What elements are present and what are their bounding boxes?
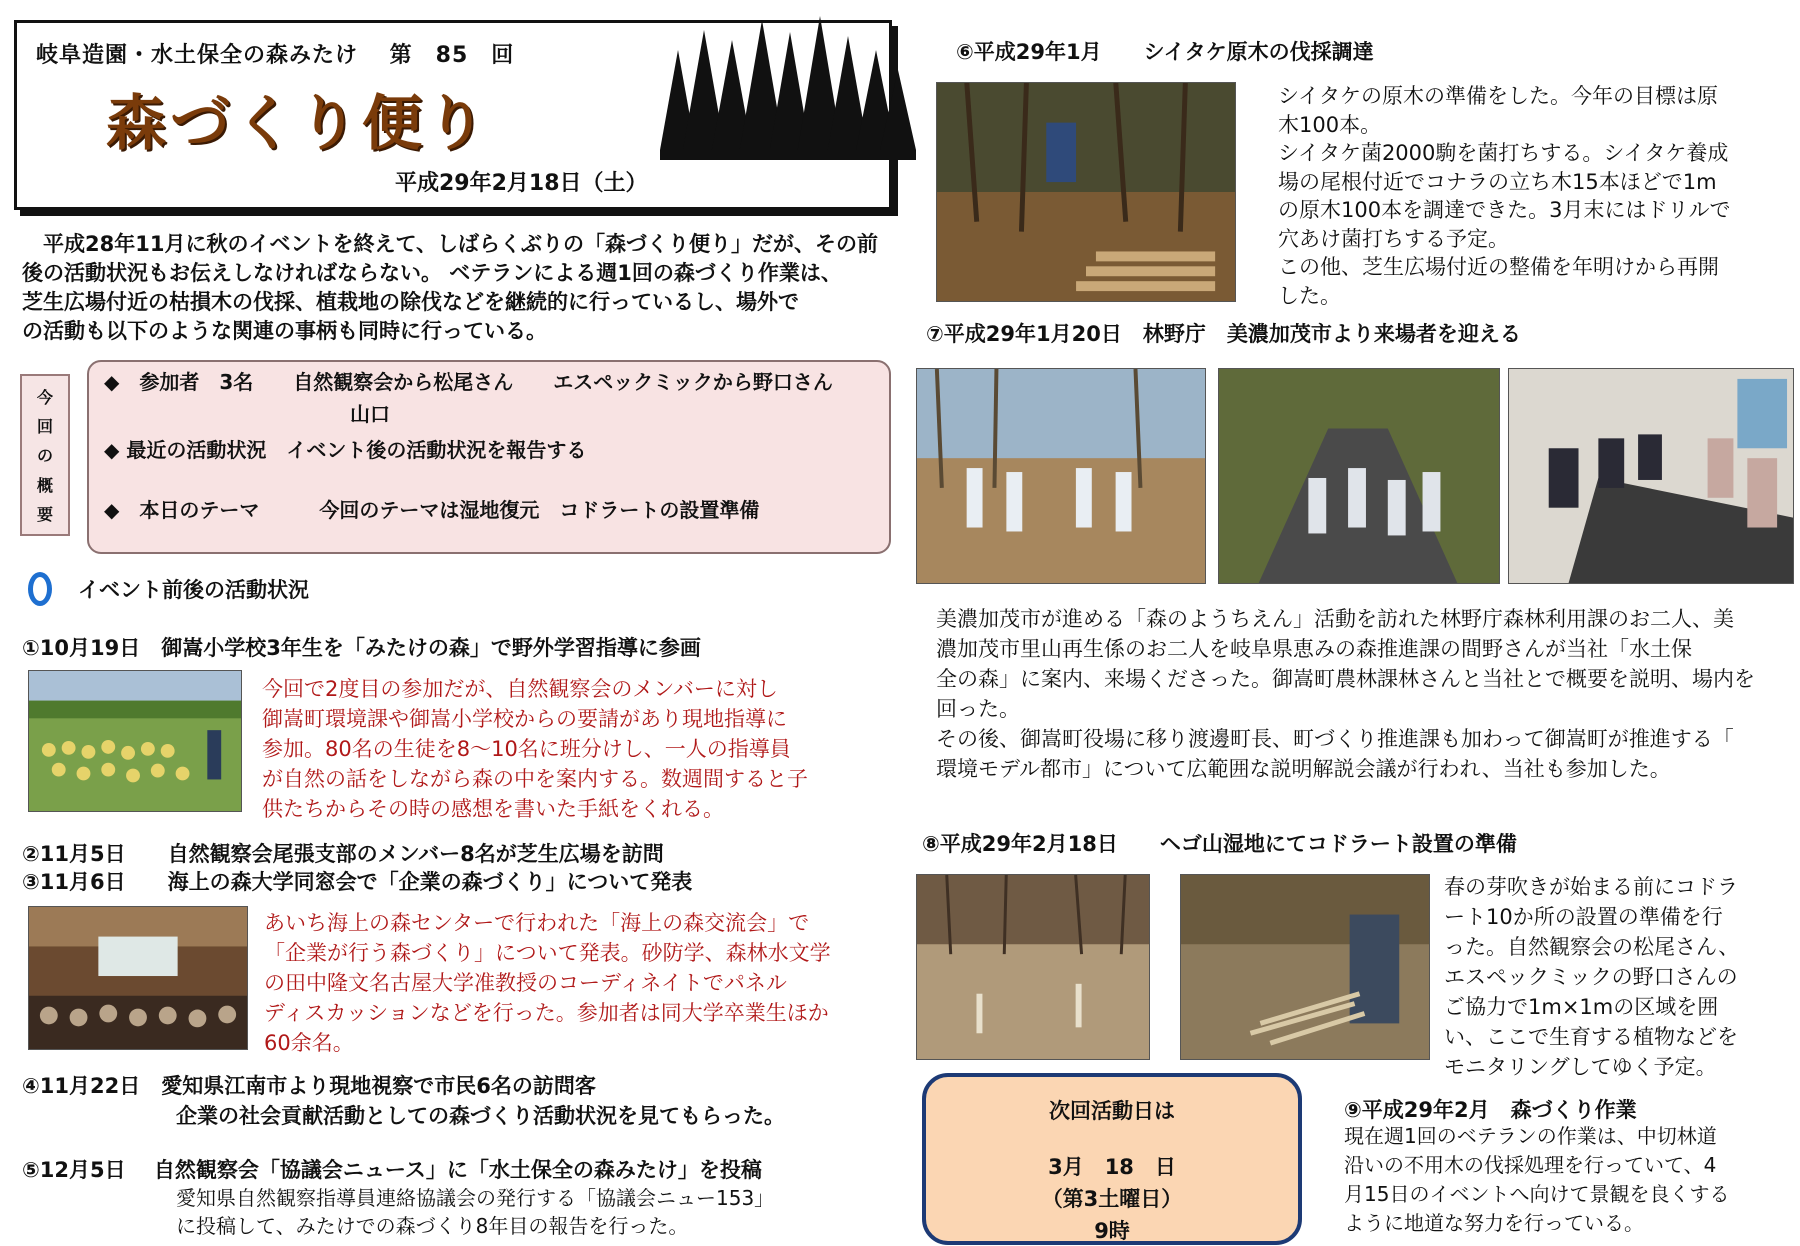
- item9-body: [1344, 1122, 1729, 1238]
- photo-presentation-hall: [28, 906, 248, 1050]
- item8-line: い、ここで生育する植物などを: [1444, 1025, 1738, 1049]
- item6-heading: ⑥平成29年1月 シイタケ原木の伐採調達: [956, 40, 1374, 64]
- item8-line: モニタリングしてゆく予定。: [1444, 1055, 1717, 1079]
- item5-line: 愛知県自然観察指導員連絡協議会の発行する「協議会ニュー153」: [176, 1186, 775, 1210]
- next-activity-time: 9時: [1094, 1219, 1130, 1243]
- intro-line: 平成28年11月に秋のイベントを終えて、しばらくぶりの「森づくり便り」だが、その前: [22, 232, 879, 256]
- photo-field-lesson: [28, 670, 242, 812]
- summary-label-char: 要: [36, 504, 53, 524]
- section-title: イベント前後の活動状況: [78, 578, 309, 602]
- item8-line: ご協力で1m×1mの区域を囲: [1444, 995, 1719, 1019]
- item8-line: ート10か所の設置の準備を行: [1444, 905, 1723, 929]
- item7-line: 美濃加茂市が進める「森のようちえん」活動を訪れた林野庁森林利用課のお二人、美: [936, 607, 1734, 631]
- item6-line: の原木100本を調達できた。3月末にはドリルで: [1278, 198, 1731, 222]
- summary-recent-activity: ◆ 最近の活動状況 イベント後の活動状況を報告する: [104, 438, 587, 462]
- item6-line: シイタケ菌2000駒を菌打ちする。シイタケ養成: [1278, 141, 1729, 165]
- next-activity-label: 次回活動日は: [1049, 1099, 1175, 1123]
- item1-line: が自然の話をしながら森の中を案内する。数週間すると子: [262, 767, 808, 791]
- item1-body: [262, 674, 808, 824]
- item6-line: した。: [1278, 283, 1341, 308]
- photo-stake-preparation: [1180, 874, 1430, 1060]
- intro-line: 芝生広場付近の枯損木の伐採、植栽地の除伐などを継続的に行っているし、場外で: [22, 290, 799, 314]
- item3-line: 60余名。: [264, 1031, 354, 1055]
- item6-line: 木100本。: [1278, 112, 1382, 137]
- item1-line: 参加。80名の生徒を8～10名に班分けし、一人の指導員: [262, 737, 791, 761]
- item1-line: 供たちからその時の感想を書いた手紙をくれる。: [262, 797, 724, 821]
- summary-theme: ◆ 本日のテーマ 今回のテーマは湿地復元 コドラートの設置準備: [104, 498, 760, 522]
- item7-line: その後、御嵩町役場に移り渡邊町長、町づくり推進課も加わって御嵩町が推進する「: [936, 727, 1734, 751]
- next-activity-weekday: （第3土曜日）: [1041, 1187, 1183, 1211]
- item5-body: [176, 1184, 774, 1240]
- item7-line: 全の森」に案内、来場くださった。御嵩町農林課林さんと当社とで概要を説明、場内を: [936, 667, 1755, 691]
- summary-label: [20, 374, 70, 536]
- item9-line: ように地道な努力を行っている。: [1344, 1211, 1644, 1235]
- item3-line: あいち海上の森センターで行われた「海上の森交流会」で: [264, 911, 810, 935]
- item9-line: 現在週1回のベテランの作業は、中切林道: [1344, 1124, 1717, 1148]
- summary-participants: ◆ 参加者 3名 自然観察会から松尾さん エスペックミックから野口さん: [104, 370, 833, 394]
- item7-line: 環境モデル都市」について広範囲な説明解説会議が行われ、当社も参加した。: [936, 757, 1671, 781]
- item2-heading: ②11月5日 自然観察会尾張支部のメンバー8名が芝生広場を訪問: [22, 842, 664, 866]
- issue-date: 平成29年2月18日（土）: [395, 171, 648, 196]
- item7-body: [936, 604, 1755, 784]
- forest-illustration: [660, 10, 920, 168]
- item7-line: 回った。: [936, 697, 1020, 721]
- item7-line: 濃加茂市里山再生係のお二人を岐阜県恵みの森推進課の間野さんが当社「水土保: [936, 637, 1692, 661]
- item3-line: の田中隆文名古屋大学准教授のコーディネイトでパネル: [264, 971, 787, 995]
- next-activity-date: 3月 18 日: [1048, 1155, 1176, 1179]
- item1-line: 今回で2度目の参加だが、自然観察会のメンバーに対し: [262, 677, 778, 701]
- newsletter-title: 森づくり便り: [106, 89, 490, 159]
- intro-line: 後の活動状況もお伝えしなければならない。 ベテランによる週1回の森づくり作業は、: [22, 261, 842, 285]
- section-marker-icon: [28, 572, 52, 606]
- item8-body: [1444, 872, 1739, 1082]
- photo-visitors-field: [916, 368, 1206, 584]
- photo-meeting-room: [1508, 368, 1794, 584]
- summary-label-char: 概: [36, 475, 53, 495]
- item7-heading: ⑦平成29年1月20日 林野庁 美濃加茂市より来場者を迎える: [926, 322, 1521, 346]
- item3-body: [264, 908, 831, 1058]
- item3-heading: ③11月6日 海上の森大学同窓会で「企業の森づくり」について発表: [22, 870, 693, 894]
- item4-heading: ④11月22日 愛知県江南市より現地視察で市民6名の訪問客: [22, 1074, 596, 1098]
- item5-heading: ⑤12月5日 自然観察会「協議会ニュース」に「水土保全の森みたけ」を投稿: [22, 1158, 762, 1182]
- next-activity-box: [922, 1073, 1302, 1245]
- item6-line: 場の尾根付近でコナラの立ち木15本ほどで1m: [1278, 169, 1717, 194]
- summary-label-char: の: [36, 446, 53, 466]
- item9-line: 沿いの不用木の伐採処理を行っていて、4: [1344, 1153, 1717, 1177]
- summary-participants-cont: 山口: [350, 402, 390, 426]
- item6-line: この他、芝生広場付近の整備を年明けから再開: [1278, 255, 1719, 279]
- item6-body: [1278, 82, 1730, 310]
- intro-line: の活動も以下のような関連の事柄も同時に行っている。: [22, 319, 547, 343]
- item8-line: エスペックミックの野口さんの: [1444, 965, 1738, 989]
- photo-visitors-road: [1218, 368, 1500, 584]
- item8-line: 春の芽吹きが始まる前にコドラ: [1444, 875, 1738, 899]
- item9-heading: ⑨平成29年2月 森づくり作業: [1344, 1098, 1637, 1122]
- item3-line: 「企業が行う森づくり」について発表。砂防学、森林水文学: [264, 941, 831, 965]
- organization-line: 岐阜造園・水土保全の森みたけ 第 85 回: [36, 43, 515, 68]
- item6-line: 穴あけ菌打ちする予定。: [1278, 226, 1509, 251]
- photo-wetland-site: [916, 874, 1150, 1060]
- item6-line: シイタケの原木の準備をした。今年の目標は原: [1278, 84, 1718, 108]
- item1-line: 御嵩町環境課や御嵩小学校からの要請があり現地指導に: [262, 707, 787, 731]
- intro-paragraph: [22, 230, 902, 346]
- summary-label-char: 回: [36, 417, 53, 437]
- photo-logging: [936, 82, 1236, 302]
- item8-line: った。自然観察会の松尾さん、: [1444, 935, 1740, 959]
- item3-line: ディスカッションなどを行った。参加者は同大学卒業生ほか: [264, 1001, 829, 1025]
- item8-heading: ⑧平成29年2月18日 ヘゴ山湿地にてコドラート設置の準備: [922, 832, 1517, 856]
- item1-heading: ①10月19日 御嵩小学校3年生を「みたけの森」で野外学習指導に参画: [22, 636, 701, 660]
- summary-label-char: 今: [36, 388, 53, 408]
- item5-line: に投稿して、みたけでの森づくり8年目の報告を行った。: [176, 1214, 689, 1238]
- item9-line: 月15日のイベントへ向けて景観を良くする: [1344, 1182, 1730, 1206]
- item4-body: 企業の社会貢献活動としての森づくり活動状況を見てもらった。: [176, 1104, 785, 1128]
